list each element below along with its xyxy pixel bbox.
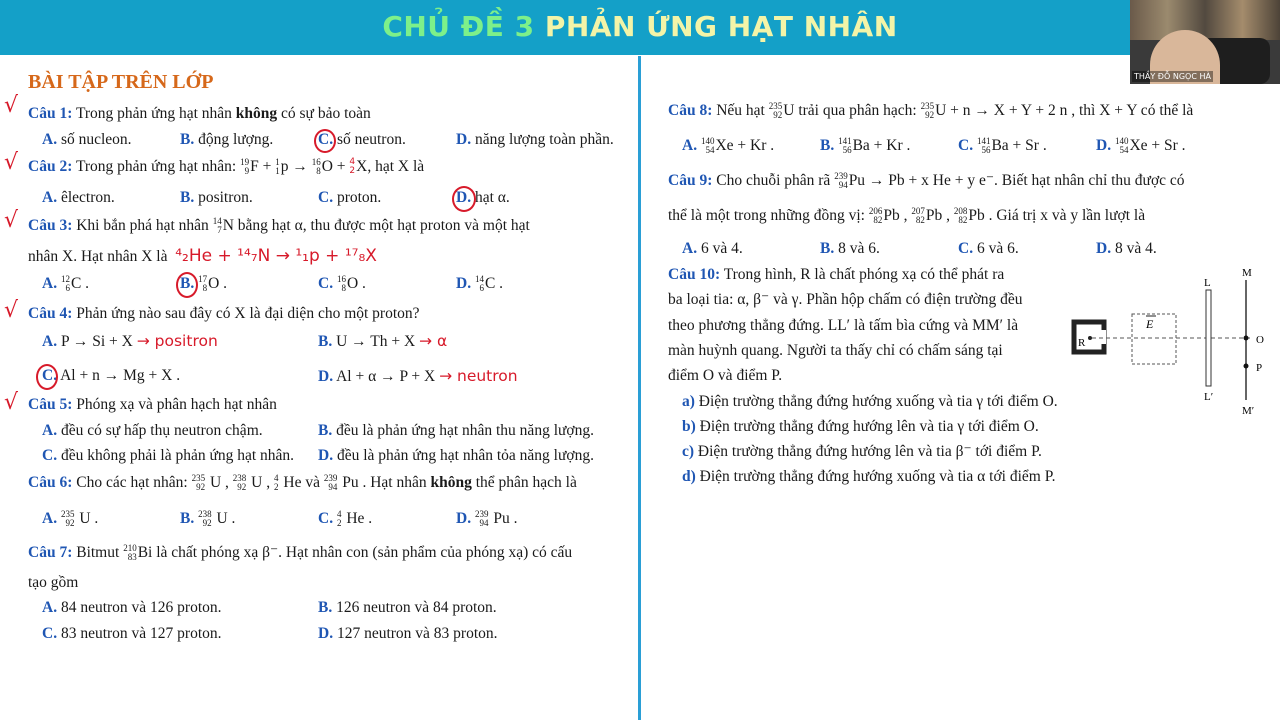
label-l: L [1204, 277, 1211, 289]
q8-option-b[interactable]: B. 141 56 Ba + Kr . [820, 136, 911, 156]
q1-option-d[interactable]: D. năng lượng toàn phần. [456, 131, 614, 148]
q7-option-d[interactable]: D. 127 neutron và 83 proton. [318, 625, 498, 642]
q2-option-c[interactable]: C. proton. [318, 189, 382, 206]
question-9-line2: thể là một trong những đồng vị: 206 82 Pb , 207 82 Pb , 208 82 Pb . Giá trị x và y lần lượt là [668, 206, 1146, 226]
q8-option-a[interactable]: A. 140 54 Xe + Kr . [682, 136, 775, 156]
q9-option-c[interactable]: C. 6 và 6. [958, 240, 1019, 257]
page-title: CHỦ ĐỀ 3 PHẢN ỨNG HẠT NHÂN [382, 10, 898, 43]
q1-option-a[interactable]: A. số nucleon. [42, 131, 132, 148]
section-title: BÀI TẬP TRÊN LỚP [28, 71, 214, 93]
q3-option-d[interactable]: D. 14 6 C . [456, 274, 504, 294]
q1-option-c[interactable]: C. số neutron. [318, 131, 406, 148]
q3-option-b[interactable]: B. 17 8 O . [180, 274, 228, 294]
q10-statement-d[interactable]: d) Điện trường thẳng đứng hướng xuống và tia α tới điểm P. [682, 468, 1056, 485]
check-mark-icon: √ [4, 150, 19, 175]
question-10-line3: theo phương thẳng đứng. LL′ là tấm bìa cứng và MM′ là [668, 317, 1019, 334]
q9-option-b[interactable]: B. 8 và 6. [820, 240, 880, 257]
presenter-name: THẦY ĐỖ NGỌC HÀ [1134, 72, 1211, 81]
q10-statement-c[interactable]: c) Điện trường thẳng đứng hướng lên và tia β⁻ tới điểm P. [682, 443, 1042, 460]
label-r: R [1078, 337, 1086, 349]
question-3-line2: nhân X. Hạt nhân X là ⁴₂He + ¹⁴₇N → ¹₁p + ¹⁷₈X [28, 246, 377, 266]
q2-option-b[interactable]: B. positron. [180, 189, 253, 206]
check-mark-icon: √ [4, 208, 19, 233]
q8-option-c[interactable]: C. 141 56 Ba + Sr . [958, 136, 1047, 156]
answer-circle [314, 129, 336, 153]
q2-option-d[interactable]: D. hạt α. [456, 189, 510, 206]
question-6: Câu 6: Cho các hạt nhân: 235 92 U , 238 92 U , 4 2 He và 239 94 Pu . Hạt nhân không thể phân hạch là [28, 473, 577, 493]
question-10-line2: ba loại tia: α, β⁻ và γ. Phần hộp chấm có điện trường đều [668, 291, 1023, 308]
question-10-line5: điểm O và điểm P. [668, 367, 783, 384]
label-e: E [1146, 317, 1154, 331]
q7-option-c[interactable]: C. 83 neutron và 127 proton. [42, 625, 222, 642]
label-p: P [1256, 362, 1263, 374]
q9-option-a[interactable]: A. 6 và 4. [682, 240, 743, 257]
bookshelf-background [1130, 0, 1280, 40]
point-o [1244, 336, 1249, 341]
question-4: Câu 4: Phản ứng nào sau đây có X là đại diện cho một proton? [28, 305, 420, 322]
question-10: Câu 10: Trong hình, R là chất phóng xạ có thể phát ra [668, 266, 1005, 283]
q9-option-d[interactable]: D. 8 và 4. [1096, 240, 1157, 257]
q4-option-c[interactable]: C. Al + n → Mg + X . [42, 367, 181, 384]
point-p [1244, 364, 1249, 369]
q2-option-a[interactable]: A. êlectron. [42, 189, 115, 206]
q7-option-b[interactable]: B. 126 neutron và 84 proton. [318, 599, 497, 616]
q8-option-d[interactable]: D. 140 54 Xe + Sr . [1096, 136, 1186, 156]
q5-option-a[interactable]: A. đều có sự hấp thụ neutron chậm. [42, 422, 263, 439]
container-opening [1092, 330, 1106, 344]
check-mark-icon: √ [4, 390, 19, 415]
q3-option-a[interactable]: A. 12 6 C . [42, 274, 90, 294]
handwritten-equation: ⁴₂He + ¹⁴₇N → ¹₁p + ¹⁷₈X [175, 246, 377, 266]
q4-option-b[interactable]: B. U → Th + X → α [318, 332, 448, 350]
label-l-prime: L′ [1204, 391, 1214, 403]
header-bar [0, 0, 1280, 55]
question-10-line4: màn huỳnh quang. Người ta thấy chỉ có chấm sáng tại [668, 342, 1003, 359]
question-8: Câu 8: Nếu hạt 235 92 U trải qua phân hạch: 235 92 U + n → X + Y + 2 n , thì X + Y có thể là [668, 101, 1194, 121]
label-o: O [1256, 334, 1264, 346]
q6-option-b[interactable]: B. 238 92 U . [180, 509, 236, 529]
q5-option-b[interactable]: B. đều là phản ứng hạt nhân thu năng lượng. [318, 422, 594, 439]
question-9: Câu 9: Cho chuỗi phân rã 239 94 Pu → Pb + x He + y e⁻. Biết hạt nhân chỉ thu được có [668, 171, 1185, 191]
q6-option-d[interactable]: D. 239 94 Pu . [456, 509, 518, 529]
q7-option-a[interactable]: A. 84 neutron và 126 proton. [42, 599, 222, 616]
q5-option-d[interactable]: D. đều là phản ứng hạt nhân tỏa năng lượng. [318, 447, 594, 464]
q5-option-c[interactable]: C. đều không phải là phản ứng hạt nhân. [42, 447, 295, 464]
radiation-diagram [1070, 264, 1270, 424]
webcam-overlay [1130, 0, 1280, 84]
label-m: M [1242, 267, 1252, 279]
question-5: Câu 5: Phóng xạ và phân hạch hạt nhân [28, 396, 277, 413]
question-2: Câu 2: Trong phản ứng hạt nhân: 19 9 F + 1 1 p → 16 8 O + 4 2 X, hạt X là [28, 157, 425, 177]
label-m-prime: M′ [1242, 405, 1255, 417]
answer-circle [452, 186, 476, 212]
column-divider [638, 56, 641, 720]
answer-circle [176, 272, 198, 298]
q10-statement-b[interactable]: b) Điện trường thẳng đứng hướng lên và tia γ tới điểm O. [682, 418, 1039, 435]
q10-statement-a[interactable]: a) Điện trường thẳng đứng hướng xuống và tia γ tới điểm O. [682, 393, 1058, 410]
q1-option-b[interactable]: B. động lượng. [180, 131, 274, 148]
question-3: Câu 3: Khi bắn phá hạt nhân 14 7 N bằng hạt α, thu được một hạt proton và một hạt [28, 216, 530, 236]
q6-option-a[interactable]: A. 235 92 U . [42, 509, 99, 529]
question-7-line2: tạo gồm [28, 574, 79, 591]
q4-option-d[interactable]: D. Al + α → P + X → neutron [318, 367, 518, 385]
question-1: Câu 1: Trong phản ứng hạt nhân không có sự bảo toàn [28, 105, 371, 122]
check-mark-icon: √ [4, 93, 19, 118]
field-box [1132, 314, 1176, 364]
source-point [1088, 336, 1092, 340]
q4-option-a[interactable]: A. P → Si + X → positron [42, 332, 218, 350]
q6-option-c[interactable]: C. 4 2 He . [318, 509, 373, 529]
question-7: Câu 7: Bitmut 210 83 Bi là chất phóng xạ β⁻. Hạt nhân con (sản phẩm của phóng xạ) có cấu [28, 543, 573, 563]
check-mark-icon: √ [4, 298, 19, 323]
q3-option-c[interactable]: C. 16 8 O . [318, 274, 366, 294]
answer-circle [36, 364, 58, 390]
cardboard-ll [1206, 290, 1211, 386]
